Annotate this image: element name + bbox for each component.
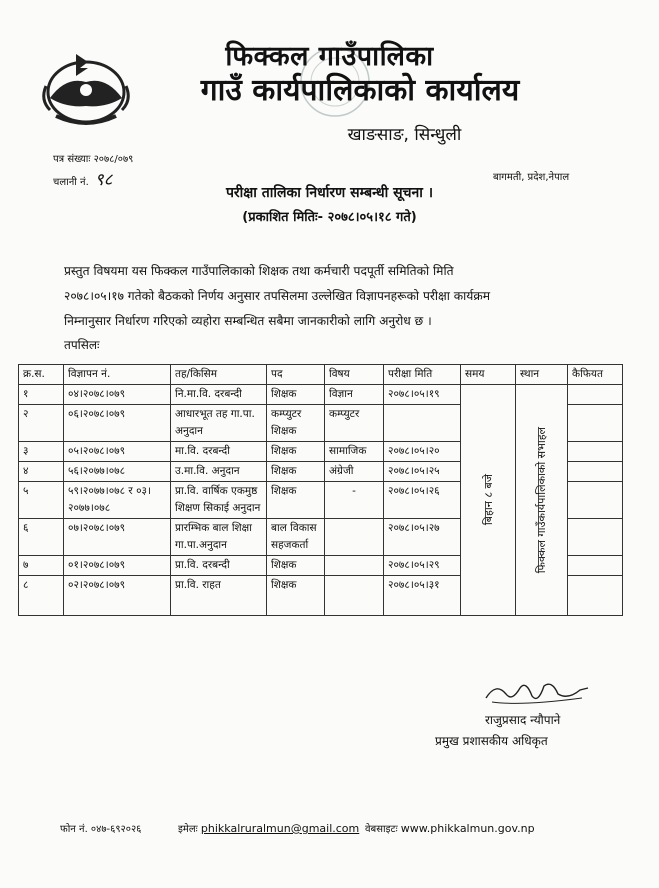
- signatory-title: प्रमुख प्रशासकीय अधिकृत: [435, 734, 548, 748]
- column-header: स्थान: [516, 365, 568, 385]
- cell-adv: ५९।२०७७।०७८ र ०३।२०७७।०७८: [64, 482, 171, 519]
- cell-level: नि.मा.वि. दरबन्दी: [171, 385, 267, 405]
- column-header: परीक्षा मिति: [384, 365, 461, 385]
- column-header: समय: [461, 365, 516, 385]
- cell-date: २०७८।०५।२६: [384, 482, 461, 519]
- cell-post: शिक्षक: [267, 556, 325, 576]
- cell-subject: अंग्रेजी: [325, 462, 384, 482]
- table-header-row: [19, 365, 623, 385]
- exam-venue: फिक्कल गाउँकार्यपालिकाको सभाहल: [535, 426, 548, 574]
- notice-title: परीक्षा तालिका निर्धारण सम्बन्धी सूचना ।: [225, 185, 434, 201]
- website-label: वेबसाइटः: [365, 824, 398, 835]
- cell-subject: [325, 556, 384, 576]
- footer-website: [365, 821, 535, 835]
- email-link[interactable]: phikkalruralmun@gmail.com: [200, 822, 360, 835]
- cell-remarks: [568, 462, 623, 482]
- cell-remarks: [568, 519, 623, 556]
- cell-level: प्रा.वि. दरबन्दी: [171, 556, 267, 576]
- signatory-name: राजुप्रसाद न्यौपाने: [485, 713, 561, 727]
- cell-level: आधारभूत तह गा.पा. अनुदान: [171, 405, 267, 442]
- body-line: २०७८।०५।१७ गतेको बैठकको निर्णय अनुसार तपसिलमा उल्लेखित विज्ञापनहरूको परीक्षा कार्यक्रम: [64, 289, 491, 303]
- cell-remarks: [568, 556, 623, 576]
- published-date: (प्रकाशित मितिः- २०७८।०५।१८ गते): [242, 210, 417, 225]
- column-header: विषय: [325, 365, 384, 385]
- province-label: बागमती, प्रदेश,नेपाल: [493, 172, 570, 183]
- exam-time: बिहान ८ बजे: [481, 474, 495, 526]
- cell-date: २०७८।०५।२९: [384, 556, 461, 576]
- office-name: फिक्कल गाउँपालिका: [225, 41, 434, 72]
- signature-scribble-icon: [482, 676, 592, 712]
- website-link[interactable]: www.phikkalmun.gov.np: [400, 822, 535, 835]
- dispatch-label: चलानी नं.: [53, 177, 89, 188]
- cell-remarks: [568, 405, 623, 442]
- cell-adv: ०५।२०७८।०७९: [64, 442, 171, 462]
- cell-post: बाल विकास सहजकर्ता: [267, 519, 325, 556]
- cell-sn: ४: [19, 462, 64, 482]
- cell-subject: कम्प्युटर: [325, 405, 384, 442]
- cell-sn: ८: [19, 576, 64, 616]
- cell-date: २०७८।०५।२०: [384, 442, 461, 462]
- dispatch-value: ९८: [94, 170, 113, 190]
- office-address: खाङसाङ, सिन्धुली: [347, 125, 462, 145]
- cell-adv: ०१।२०७८।०७९: [64, 556, 171, 576]
- cell-sn: ३: [19, 442, 64, 462]
- cell-sn: ६: [19, 519, 64, 556]
- cell-sn: ५: [19, 482, 64, 519]
- cell-adv: ०६।२०७८।०७९: [64, 405, 171, 442]
- cell-subject: [325, 576, 384, 616]
- cell-level: प्रा.वि. वार्षिक एकमुष्ठ शिक्षण सिकाई अनुदान: [171, 482, 267, 519]
- cell-post: शिक्षक: [267, 385, 325, 405]
- cell-level: मा.वि. दरबन्दी: [171, 442, 267, 462]
- cell-remarks: [568, 385, 623, 405]
- cell-post: कम्प्युटर शिक्षक: [267, 405, 325, 442]
- table-row: [19, 385, 623, 405]
- cell-post: शिक्षक: [267, 576, 325, 616]
- cell-sn: २: [19, 405, 64, 442]
- cell-remarks: [568, 442, 623, 462]
- cell-level: उ.मा.वि. अनुदान: [171, 462, 267, 482]
- cell-date: [384, 405, 461, 442]
- cell-post: शिक्षक: [267, 482, 325, 519]
- details-label: तपसिलः: [64, 338, 100, 352]
- cell-subject: [325, 519, 384, 556]
- cell-subject: विज्ञान: [325, 385, 384, 405]
- cell-date: २०७८।०५।२७: [384, 519, 461, 556]
- office-title: गाउँ कार्यपालिकाको कार्यालय: [200, 73, 520, 108]
- column-header: तह/किसिम: [171, 365, 267, 385]
- cell-adv: ०४।२०७८।०७९: [64, 385, 171, 405]
- cell-adv: ०२।२०७८।०७९: [64, 576, 171, 616]
- cell-date: २०७८।०५।३१: [384, 576, 461, 616]
- email-label: इमेलः: [178, 824, 198, 835]
- cell-adv: ०७।२०७८।०७९: [64, 519, 171, 556]
- cell-adv: ५६।२०७७।०७८: [64, 462, 171, 482]
- cell-time: [461, 385, 516, 616]
- footer-phone: फोन नं. ०४७-६९२०२६: [60, 824, 142, 835]
- cell-post: शिक्षक: [267, 462, 325, 482]
- column-header: कैफियत: [568, 365, 623, 385]
- cell-post: शिक्षक: [267, 442, 325, 462]
- cell-subject: सामाजिक: [325, 442, 384, 462]
- cell-remarks: [568, 576, 623, 616]
- body-line: निम्नानुसार निर्धारण गरिएको व्यहोरा सम्बन्धित सबैमा जानकारीको लागि अनुरोध छ ।: [64, 314, 432, 328]
- cell-level: प्रारम्भिक बाल शिक्षा गा.पा.अनुदान: [171, 519, 267, 556]
- cell-level: प्रा.वि. राहत: [171, 576, 267, 616]
- column-header: विज्ञापन नं.: [64, 365, 171, 385]
- cell-sn: १: [19, 385, 64, 405]
- cell-date: २०७८।०५।२५: [384, 462, 461, 482]
- cell-subject: -: [325, 482, 384, 519]
- footer-email: [178, 821, 359, 835]
- notice-body: [64, 259, 624, 334]
- cell-sn: ७: [19, 556, 64, 576]
- letter-number: पत्र संख्याः २०७८/०७९: [53, 154, 134, 165]
- cell-date: २०७८।०५।१९: [384, 385, 461, 405]
- exam-schedule-table: [18, 364, 623, 616]
- body-line: प्रस्तुत विषयमा यस फिक्कल गाउँपालिकाको शिक्षक तथा कर्मचारी पदपूर्ती समितिको मिति: [64, 264, 454, 278]
- column-header: पद: [267, 365, 325, 385]
- cell-remarks: [568, 482, 623, 519]
- column-header: क्र.स.: [19, 365, 64, 385]
- cell-venue: [516, 385, 568, 616]
